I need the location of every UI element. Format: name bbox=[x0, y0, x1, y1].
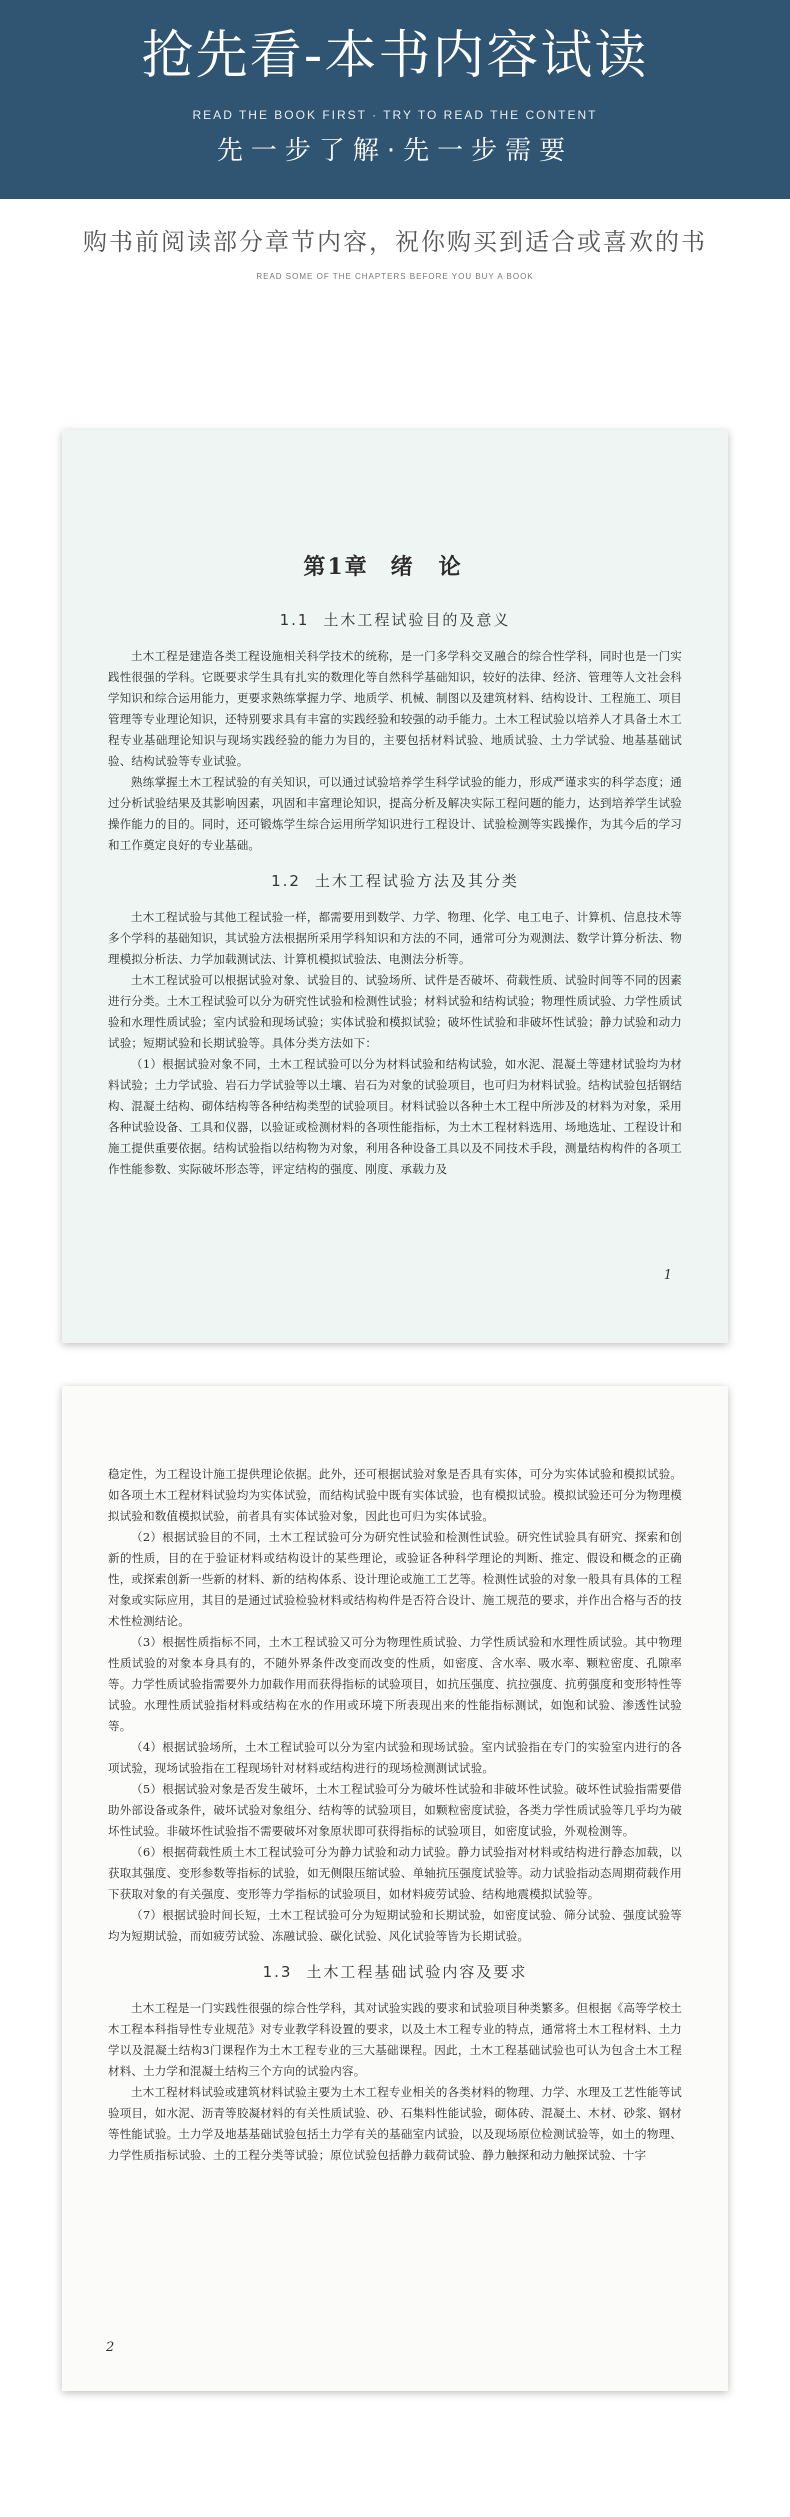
paragraph: （6）根据荷载性质土木工程试验可分为静力试验和动力试验。静力试验指对材料或结构进行静态加载，以获取其强度、变形参数等指标的试验，如无侧限压缩试验、单轴抗压强度试验等。动力试验指动态周期荷载作用下获取对象的有关强度、变形等力学指标的试验项目，如材料疲劳试验、结构地震模拟试验等。 bbox=[108, 1845, 682, 1901]
page-1-content bbox=[108, 550, 682, 1180]
section-heading bbox=[108, 870, 682, 891]
section-number: 1.3 bbox=[262, 1963, 293, 1981]
chapter-number: 第1章 bbox=[303, 554, 369, 580]
section-title: 土木工程试验方法及其分类 bbox=[314, 872, 519, 890]
intro-text: 购书前阅读部分章节内容，祝你购买到适合或喜欢的书 bbox=[83, 228, 707, 256]
page-2-content bbox=[108, 1464, 682, 2166]
section-title: 土木工程基础试验内容及要求 bbox=[306, 1963, 528, 1981]
page-number: 2 bbox=[106, 2340, 115, 2355]
paragraph: （7）根据试验时间长短，土木工程试验可分为短期试验和长期试验，如密度试验、筛分试验、强度试验等均为短期试验，而如疲劳试验、冻融试验、碳化试验、风化试验等皆为长期试验。 bbox=[108, 1908, 682, 1943]
banner-title: 抢先看-本书内容试读 bbox=[141, 26, 649, 86]
paragraph: 土木工程是建造各类工程设施相关科学技术的统称，是一门多学科交叉融合的综合性学科，同时也是一门实践性很强的学科。它既要求学生具有扎实的数理化等自然科学基础知识，较好的法律、经济、管理等人文社会科学知识和综合运用能力，更要求熟练掌握力学、地质学、机械、制图以及建筑材料、结构设计、工程施工、项目管理等专业理论知识，还特别要求具有丰富的实践经验和较强的动手能力。土木工程试验以培养人才具备土木工程专业基础理论知识与现场实践经验的能力为目的，主要包括材料试验、地质试验、土力学试验、地基基础试验、结构试验等专业试验。 bbox=[108, 649, 682, 768]
paragraph: （2）根据试验目的不同，土木工程试验可分为研究性试验和检测性试验。研究性试验具有研究、探索和创新的性质，目的在于验证材料或结构设计的某些理论，或验证各种科学理论的判断、推定、假设和概念的正确性，或探索创新一些新的材料、新的结构体系、设计理论或施工工艺等。检测性试验的对象一般具有具体的工程对象或实际应用，其目的是通过试验检验材料或结构构件是否符合设计、施工规范的要求，并作出合格与否的技术性检测结论。 bbox=[108, 1530, 682, 1628]
book-page-1 bbox=[62, 430, 728, 1343]
paragraph: （3）根据性质指标不同，土木工程试验又可分为物理性质试验、力学性质试验和水理性质试验。其中物理性质试验的对象本身具有的，不随外界条件改变而改变的性质，如密度、含水率、吸水率、颗粒密度、孔隙率等。力学性质试验指需要外力加载作用而获得指标的试验项目，如抗压强度、抗拉强度、抗剪强度和变形特性等试验。水理性质试验指材料或结构在水的作用或环境下所表现出来的性能指标测试，如饱和试验、渗透性试验等。 bbox=[108, 1635, 682, 1733]
paragraph: （4）根据试验场所，土木工程试验可以分为室内试验和现场试验。室内试验指在专门的实验室内进行的各项试验，现场试验指在工程现场针对材料或结构进行的现场检测测试试验。 bbox=[108, 1740, 682, 1775]
book-page-2 bbox=[62, 1386, 728, 2391]
section-number: 1.1 bbox=[279, 611, 310, 629]
section-heading bbox=[108, 609, 682, 630]
banner-subtitle-en: READ THE BOOK FIRST · TRY TO READ THE CONTENT bbox=[192, 108, 598, 122]
banner-slogan: 先一步了解·先一步需要 bbox=[216, 136, 574, 166]
intro-text-en: READ SOME OF THE CHAPTERS BEFORE YOU BUY A BOOK bbox=[256, 272, 534, 281]
paragraph: （5）根据试验对象是否发生破坏，土木工程试验可分为破坏性试验和非破坏性试验。破坏性试验指需要借助外部设备或条件，破坏试验对象组分、结构等的试验项目，如颗粒密度试验，各类力学性质试验等几乎均为破坏性试验。非破坏性试验指不需要破坏对象原状即可获得指标的试验项目，如密度试验，外观检测等。 bbox=[108, 1782, 682, 1838]
paragraph: 土木工程试验与其他工程试验一样，都需要用到数学、力学、物理、化学、电工电子、计算机、信息技术等多个学科的基础知识，其试验方法根据所采用学科知识和方法的不同，通常可分为观测法、数学计算分析法、物理模拟分析法、力学加载测试法、计算机模拟试验法、电测法分析等。 bbox=[108, 910, 682, 966]
paragraph: 熟练掌握土木工程试验的有关知识，可以通过试验培养学生科学试验的能力，形成严谨求实的科学态度；通过分析试验结果及其影响因素，巩固和丰富理论知识，提高分析及解决实际工程问题的能力，达到培养学生试验操作能力的目的。同时，还可锻炼学生综合运用所学知识进行工程设计、试验检测等实践操作，为其今后的学习和工作奠定良好的专业基础。 bbox=[108, 775, 682, 852]
section-number: 1.2 bbox=[271, 872, 301, 890]
paragraph: 土木工程材料试验或建筑材料试验主要为土木工程专业相关的各类材料的物理、力学、水理及工艺性能等试验项目，如水泥、沥青等胶凝材料的有关性质试验、砂、石集料性能试验，砌体砖、混凝土、木材、砂浆、钢材等性能试验。土力学及地基基础试验包括土力学有关的基础室内试验，以及现场原位检测试验等，如土的物理、力学性质指标试验、土的工程分类等试验；原位试验包括静力载荷试验、静力触探和动力触探试验、十字 bbox=[108, 2085, 682, 2162]
paragraph: 土木工程试验可以根据试验对象、试验目的、试验场所、试件是否破坏、荷载性质、试验时间等不同的因素进行分类。土木工程试验可以分为研究性试验和检测性试验；材料试验和结构试验；物理性质试验、力学性质试验和水理性质试验；室内试验和现场试验；实体试验和模拟试验；破坏性试验和非破坏性试验；静力试验和动力试验；短期试验和长期试验等。具体分类方法如下： bbox=[108, 973, 682, 1050]
paragraph: 土木工程是一门实践性很强的综合性学科，其对试验实践的要求和试验项目种类繁多。但根据《高等学校土木工程本科指导性专业规范》对专业教学科设置的要求，以及土木工程专业的特点，通常将土木工程材料、土力学以及混凝土结构3门课程作为土木工程专业的三大基础课程。因此，土木工程基础试验也可认为包含土木工程材料、土力学和混凝土结构三个方向的试验内容。 bbox=[108, 2001, 682, 2078]
paragraph: （1）根据试验对象不同，土木工程试验可以分为材料试验和结构试验，如水泥、混凝土等建材试验均为材料试验；土力学试验、岩石力学试验等以土壤、岩石为对象的试验项目，也可归为材料试验。结构试验包括钢结构、混凝土结构、砌体结构等各种结构类型的试验项目。材料试验以各种土木工程中所涉及的材料为对象，采用各种试验设备、工具和仪器，以验证或检测材料的各项性能指标，为土木工程材料选用、场地选址、工程设计和施工提供重要依据。结构试验指以结构物为对象，利用各种设备工具以及不同技术手段，测量结构构件的各项工作性能参数、实际破坏形态等，评定结构的强度、刚度、承载力及 bbox=[108, 1057, 682, 1176]
chapter-title: 绪论 bbox=[390, 554, 487, 580]
section-title: 土木工程试验目的及意义 bbox=[323, 611, 511, 629]
section-heading bbox=[108, 1961, 682, 1982]
chapter-heading bbox=[108, 550, 682, 581]
paragraph: 稳定性，为工程设计施工提供理论依据。此外，还可根据试验对象是否具有实体，可分为实体试验和模拟试验。如各项土木工程材料试验均为实体试验，而结构试验中既有实体试验，也有模拟试验。模拟试验还可分为物理模拟试验和数值模拟试验，前者具有实体试验对象，因此也可归为实体试验。 bbox=[108, 1467, 682, 1523]
top-banner bbox=[0, 0, 790, 199]
page-number: 1 bbox=[663, 1268, 672, 1283]
